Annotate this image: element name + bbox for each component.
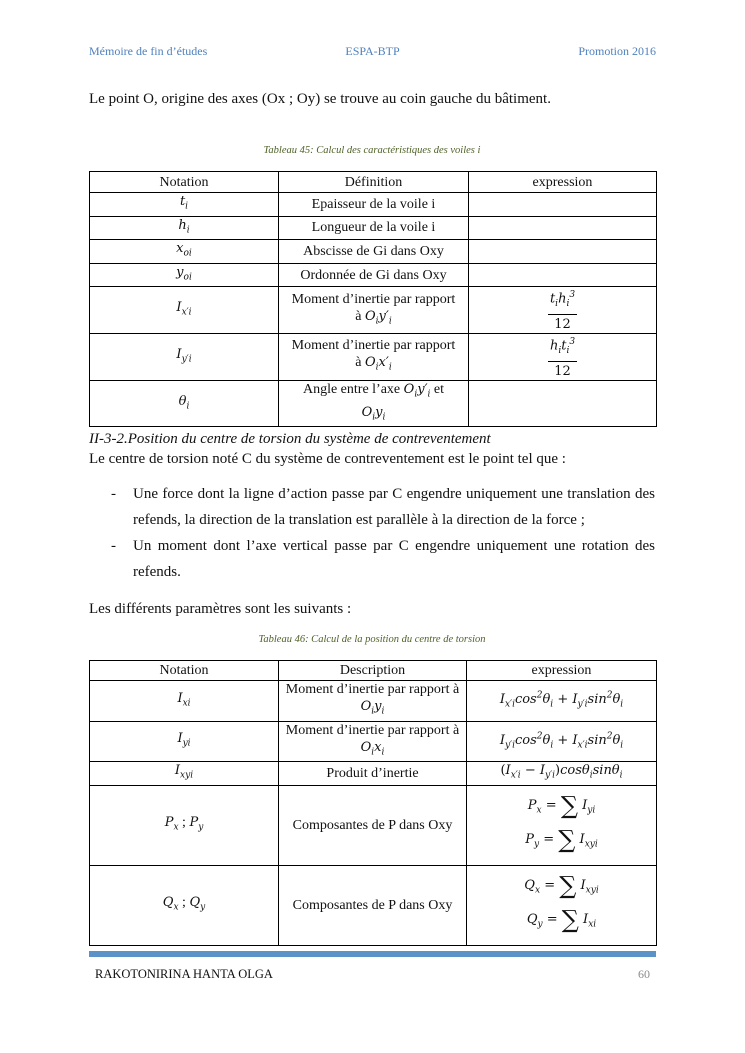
table45-header: Notation: [90, 172, 279, 193]
table45-header: Définition: [279, 172, 469, 193]
expression-cell: [469, 193, 657, 217]
list-item: [89, 533, 655, 585]
description-text: Moment d’inertie par rapport à: [285, 722, 460, 738]
page-number: 60: [638, 967, 650, 981]
definition-cell: Abscisse de Gi dans Oxy: [279, 240, 469, 264]
expression-cell: $I_{x'i}\cos^2\theta_i + I_{y'i}\sin^2\theta_i$: [467, 681, 657, 722]
table46-header: Description: [279, 661, 467, 681]
expression-cell: $\frac{t_ih_i^3}{12}$: [469, 287, 657, 334]
notation-cell: $t_i$: [90, 193, 279, 217]
header-left: Mémoire de fin d’études: [89, 44, 208, 58]
definition-cell: Ordonnée de Gi dans Oxy: [279, 263, 469, 287]
connector-text: à: [355, 308, 362, 324]
definition-cell: Longueur de la voile i: [279, 216, 469, 240]
denominator: 12: [554, 317, 571, 333]
table-row: [90, 785, 657, 865]
table46-caption: Tableau 46: Calcul de la position du centre de torsion: [258, 634, 486, 645]
bullet-text: Une force dont la ligne d’action passe par C engendre uniquement une translation des refends, la direction de la translation est parallèle à la direction de la force ;: [133, 486, 655, 528]
table46-header: expression: [467, 661, 657, 681]
table-row: [90, 681, 657, 722]
definition-cell: Moment d’inertie par rapport à $O_iy'_i$: [279, 287, 469, 334]
separator: ;: [182, 814, 186, 830]
notation-cell: $h_i$: [90, 216, 279, 240]
table-row: [90, 263, 657, 287]
table-row: [90, 240, 657, 264]
table-row: [90, 216, 657, 240]
definition-cell: Moment d’inertie par rapport à $O_ix'_i$: [279, 334, 469, 381]
connector-text: et: [433, 382, 445, 398]
definition-text: Moment d’inertie par rapport: [291, 291, 456, 307]
expression-cell: [469, 240, 657, 264]
table-row: [90, 287, 657, 334]
connector-text: à: [355, 355, 362, 371]
table45-header-row: [90, 172, 657, 193]
list-item: [89, 481, 655, 533]
expression-cell: [469, 381, 657, 427]
definition-cell: Angle entre l’axe $O_iy'_i$ et $O_iy_i$: [279, 381, 469, 427]
notation-cell: $I_{yi}$: [90, 721, 279, 762]
section-intro: Le centre de torsion noté C du système de contreventement est le point tel que :: [89, 451, 566, 467]
table46-header: Notation: [90, 661, 279, 681]
separator: ;: [182, 894, 186, 910]
notation-cell: $x_{oi}$: [90, 240, 279, 264]
table45: [89, 171, 657, 427]
footer-author: RAKOTONIRINA HANTA OLGA: [95, 967, 273, 981]
footer-bar: [89, 951, 656, 957]
expression-cell: $\frac{h_it_i^3}{12}$: [469, 334, 657, 381]
description-cell: Composantes de P dans Oxy: [279, 785, 467, 865]
definition-cell: Epaisseur de la voile i: [279, 193, 469, 217]
header-center: ESPA-BTP: [345, 44, 400, 58]
description-cell: Moment d’inertie par rapport à $O_iy_i$: [279, 681, 467, 722]
expression-cell: $I_{y'i}\cos^2\theta_i + I_{x'i}\sin^2\theta_i$: [467, 721, 657, 762]
intro-paragraph: Le point O, origine des axes (Ox ; Oy) se trouve au coin gauche du bâtiment.: [89, 91, 551, 107]
bullet-marker: -: [111, 538, 116, 554]
header-right: Promotion 2016: [578, 44, 656, 58]
definition-text: Angle entre l’axe: [302, 382, 401, 398]
expression-cell: [469, 263, 657, 287]
table-row: [90, 721, 657, 762]
table-row: [90, 334, 657, 381]
table46-header-row: [90, 661, 657, 681]
definition-text: Moment d’inertie par rapport: [291, 338, 456, 354]
denominator: 12: [554, 364, 571, 380]
bullet-list: [89, 481, 655, 585]
section-title: II-3-2.Position du centre de torsion du système de contreventement: [89, 431, 491, 447]
description-cell: Moment d’inertie par rapport à $O_ix_i$: [279, 721, 467, 762]
table45-header: expression: [469, 172, 657, 193]
expression-cell: $(I_{x'i} - I_{y'i})\cos\theta_i\sin\theta_i$: [467, 762, 657, 786]
description-cell: Composantes de P dans Oxy: [279, 865, 467, 945]
notation-cell: $y_{oi}$: [90, 263, 279, 287]
description-cell: Produit d’inertie: [279, 762, 467, 786]
notation-cell: $P_x$ ; $P_y$: [90, 785, 279, 865]
table-row: [90, 762, 657, 786]
table45-caption: Tableau 45: Calcul des caractéristiques des voiles i: [263, 145, 481, 156]
table-row: [90, 865, 657, 945]
table-row: [90, 381, 657, 427]
notation-cell: $I_{xyi}$: [90, 762, 279, 786]
params-intro: Les différents paramètres sont les suivants :: [89, 601, 352, 617]
table-row: [90, 193, 657, 217]
table46: [89, 660, 657, 946]
expression-cell: $Q_x$ = ∑ $I_{xyi}$ $Q_y$ = ∑ $I_{xi}$: [467, 865, 657, 945]
notation-cell: $\theta_i$: [90, 381, 279, 427]
bullet-text: Un moment dont l’axe vertical passe par C engendre uniquement une rotation des refends.: [133, 538, 655, 580]
expression-cell: $P_x$ = ∑ $I_{yi}$ $P_y$ = ∑ $I_{xyi}$: [467, 785, 657, 865]
notation-cell: $Q_x$ ; $Q_y$: [90, 865, 279, 945]
notation-cell: $I_{x'i}$: [90, 287, 279, 334]
expression-cell: [469, 216, 657, 240]
notation-cell: $I_{xi}$: [90, 681, 279, 722]
description-text: Moment d’inertie par rapport à: [285, 682, 460, 697]
bullet-marker: -: [111, 486, 116, 502]
notation-cell: $I_{y'i}$: [90, 334, 279, 381]
